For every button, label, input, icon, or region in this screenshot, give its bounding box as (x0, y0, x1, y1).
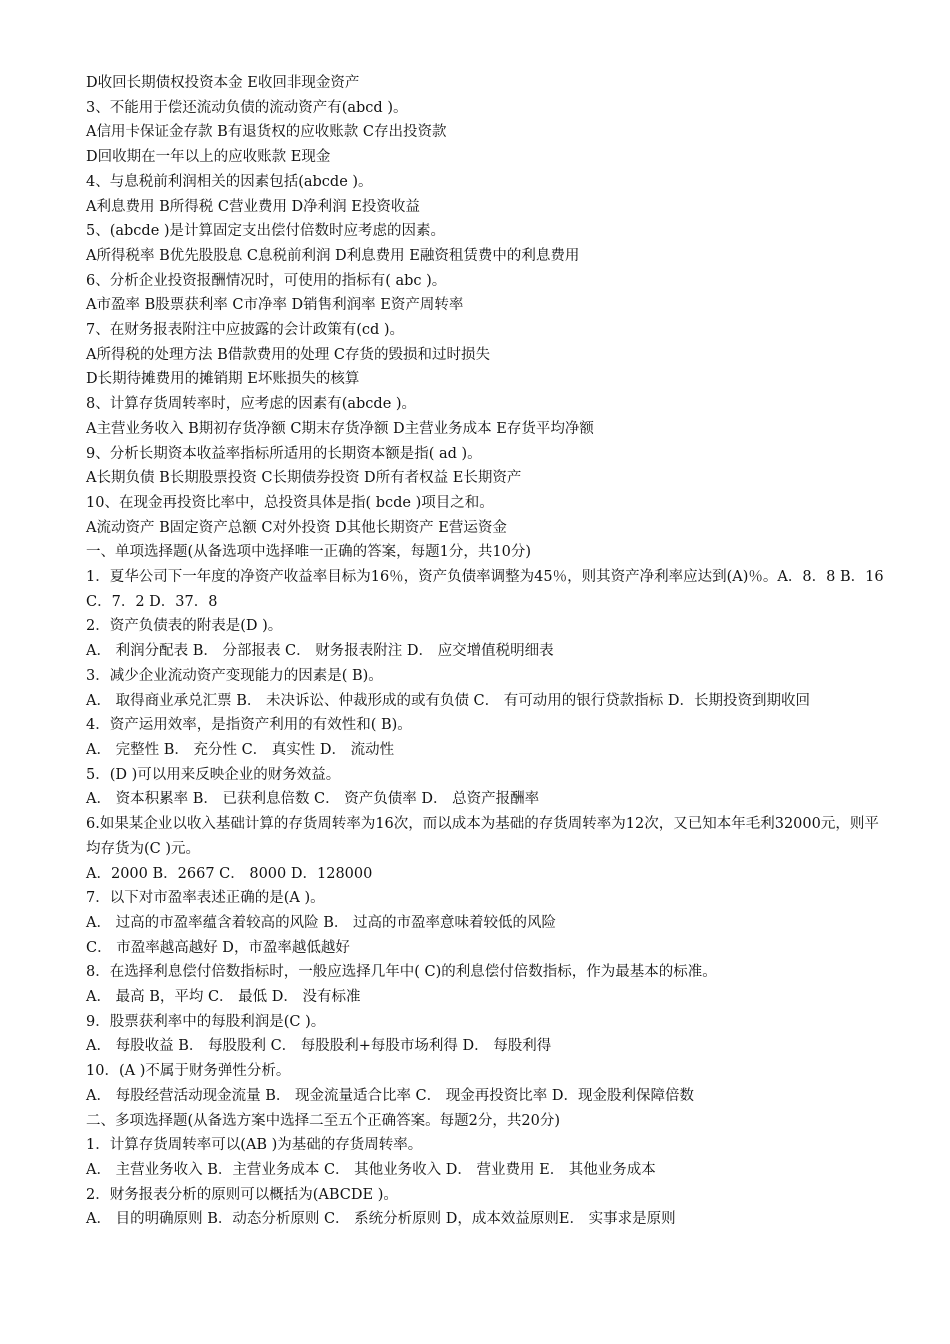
options-line: A． 主营业务收入 B．主营业务成本 C． 其他业务收入 D． 营业费用 E． 其他业务成本 (86, 1161, 656, 1178)
options-line: A主营业务收入 B期初存货净额 C期末存货净额 D主营业务成本 E存货平均净额 (86, 420, 594, 437)
question-line: 9．股票获利率中的每股利润是(C )。 (86, 1013, 326, 1030)
options-line: A所得税的处理方法 B借款费用的处理 C存货的毁损和过时损失 (86, 346, 490, 363)
question-line: 5、(abcde )是计算固定支出偿付倍数时应考虑的因素。 (86, 223, 446, 240)
text-line: D收回长期债权投资本金 E收回非现金资产 (86, 75, 360, 91)
options-line: C． 市盈率越高越好 D，市盈率越低越好 (86, 939, 350, 956)
question-line: 6、分析企业投资报酬情况时，可使用的指标有( abc )。 (86, 272, 447, 289)
question-line: 1．计算存货周转率可以(AB )为基础的存货周转率。 (86, 1137, 423, 1154)
question-line: 2．资产负债表的附表是(D )。 (86, 618, 283, 635)
options-line: A市盈率 B股票获利率 C市净率 D销售利润率 E资产周转率 (86, 297, 464, 314)
question-line: 7．以下对市盈率表述正确的是(A )。 (86, 890, 325, 907)
options-line: A． 取得商业承兑汇票 B． 未决诉讼、仲裁形成的或有负债 C． 有可动用的银行贷款指标 D．长期投资到期收回 (86, 692, 810, 709)
options-line: D长期待摊费用的摊销期 E坏账损失的核算 (86, 371, 360, 388)
question-line: 10．(A )不属于财务弹性分析。 (86, 1063, 291, 1080)
options-line: D回收期在一年以上的应收账款 E现金 (86, 149, 331, 166)
options-line: A． 最高 B，平均 C． 最低 D． 没有标准 (86, 989, 361, 1006)
question-line: 3、不能用于偿还流动负债的流动资产有(abcd )。 (86, 99, 408, 116)
question-line: 7、在财务报表附注中应披露的会计政策有(cd )。 (86, 322, 405, 339)
options-line: A流动资产 B固定资产总额 C对外投资 D其他长期资产 E营运资金 (86, 519, 507, 536)
question-line: 5．(D )可以用来反映企业的财务效益。 (86, 766, 341, 783)
question-line: 8．在选择利息偿付倍数指标时，一般应选择几年中( C)的利息偿付倍数指标，作为最基本的标准。 (86, 964, 717, 981)
options-line: A利息费用 B所得税 C营业费用 D净利润 E投资收益 (86, 198, 420, 215)
options-line: A． 利润分配表 B． 分部报表 C． 财务报表附注 D． 应交增值税明细表 (86, 643, 554, 660)
question-line: 6.如果某企业以收入基础计算的存货周转率为16次，而以成本为基础的存货周转率为12次，又已知本年毛利32000元，则平均存货为(C )元。 (86, 816, 879, 857)
options-line: A．2000 B．2667 C． 8000 D．128000 (86, 865, 373, 882)
options-line: A． 完整性 B． 充分性 C． 真实性 D． 流动性 (86, 741, 395, 758)
document-page (86, 71, 889, 1232)
options-line: A． 每股收益 B． 每股股利 C． 每股股利+每股市场利得 D． 每股利得 (86, 1038, 552, 1055)
question-line: 3．减少企业流动资产变现能力的因素是( B)。 (86, 667, 383, 684)
options-line: A． 目的明确原则 B．动态分析原则 C． 系统分析原则 D，成本效益原则E． 实事求是原则 (86, 1211, 676, 1228)
options-line: A长期负债 B长期股票投资 C长期债券投资 D所有者权益 E长期资产 (86, 470, 522, 487)
question-line: 4、与息税前利润相关的因素包括(abcde )。 (86, 173, 373, 190)
question-line: 1．夏华公司下一年度的净资产收益率目标为16％，资产负债率调整为45％，则其资产净利率应达到(A)％。A．8．8 B．16 C．7．2 D．37．8 (86, 569, 889, 610)
options-line: A信用卡保证金存款 B有退货权的应收账款 C存出投资款 (86, 124, 447, 141)
question-line: 4．资产运用效率，是指资产利用的有效性和( B)。 (86, 717, 412, 734)
question-line: 8、计算存货周转率时，应考虑的因素有(abcde )。 (86, 396, 417, 413)
options-line: A． 每股经营活动现金流量 B． 现金流量适合比率 C． 现金再投资比率 D．现金股利保障倍数 (86, 1087, 694, 1104)
section-heading: 二、多项选择题(从备选方案中选择二至五个正确答案。每题2分，共20分) (86, 1112, 560, 1129)
section-heading: 一、单项选择题(从备选项中选择唯一正确的答案，每题1分，共10分) (86, 544, 531, 561)
options-line: A． 资本积累率 B． 已获利息倍数 C． 资产负债率 D． 总资产报酬率 (86, 791, 540, 808)
question-line: 9、分析长期资本收益率指标所适用的长期资本额是指( ad )。 (86, 445, 482, 462)
question-line: 2．财务报表分析的原则可以概括为(ABCDE )。 (86, 1186, 398, 1203)
options-line: A所得税率 B优先股股息 C息税前利润 D利息费用 E融资租赁费中的利息费用 (86, 247, 580, 264)
question-line: 10、在现金再投资比率中，总投资具体是指( bcde )项目之和。 (86, 494, 494, 511)
options-line: A． 过高的市盈率蕴含着较高的风险 B． 过高的市盈率意味着较低的风险 (86, 914, 556, 931)
